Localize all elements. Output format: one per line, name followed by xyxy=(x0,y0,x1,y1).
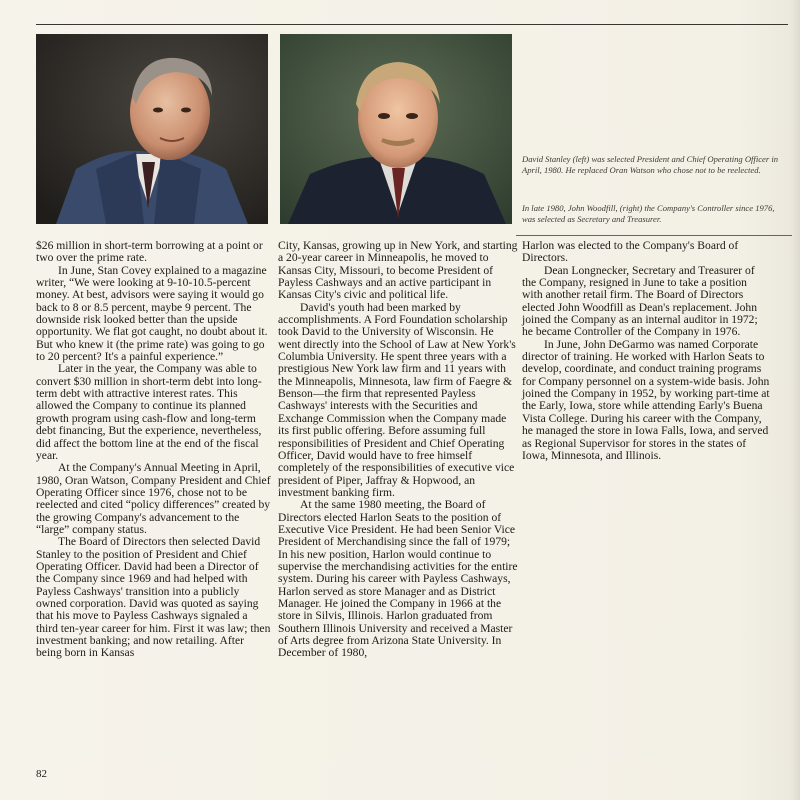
paragraph: David's youth had been marked by accomplishments. A Ford Foundation scholarship took David to the University of Wisconsin. He went directly into the School of Law at New York's Columbia University. He spent three years with a prestigious New York law firm and 11 years with the Minneapolis, Minnesota, law firm of Faegre & Benson—the firm that represented Payless Cashways' interests with the Securities and Exchange Commission when the Company made its first public offering. Before assuming full responsibilities of President and Chief Operating Officer, David would have to free himself completely of the responsibilities of executive vice president of Piper, Jaffray & Hopwood, an investment banking firm. xyxy=(278,300,516,499)
text-column-2 xyxy=(278,240,518,660)
paragraph: In June, Stan Covey explained to a magazine writer, “We were looking at 9-10-10.5-percent money. At best, advisors were saying it would go back to 8 or 8.5 percent, maybe 9 percent. The downside risk looked better than the upside opportunity. We flat got caught, no doubt about it. But who knew it (the prime rate) was going to go to 20 percent? It's a painful experience.” xyxy=(36,263,268,364)
page-number: 82 xyxy=(36,768,47,780)
paragraph: Dean Longnecker, Secretary and Treasurer of the Company, resigned in June to take a position with another retail firm. The Board of Directors elected John Woodfill as Dean's replacement. John joined the Company as an internal auditor in 1972; he became Controller of the Company in 1976. xyxy=(522,263,758,339)
page-edge-shadow xyxy=(790,0,800,800)
paragraph: City, Kansas, growing up in New York, and starting a 20-year career in Minneapolis, he moved to Kansas City, Missouri, to become President of Payless Cashways and an active participant in Kansas City's civic and political life. xyxy=(278,239,518,302)
photo-caption-1: David Stanley (left) was selected President and Chief Operating Officer in April, 1980. He replaced Oran Watson who chose not to be reelected. xyxy=(522,154,779,175)
portrait-left-image xyxy=(36,34,268,224)
paragraph: Later in the year, the Company was able to convert $30 million in short-term debt into long-term debt with attractive interest rates. This allowed the Company to continue its planned growth program using cash-flow and long-term debt financing, But the experience, nevertheless, did affect the bottom line at the end of the fiscal year. xyxy=(36,362,262,462)
text-column-3 xyxy=(522,240,770,462)
paragraph: At the Company's Annual Meeting in April, 1980, Oran Watson, Company President and Chief Operating Officer since 1976, chose not to be reelected and cited “policy differences” created by the growing Company's advancement to the “large” company status. xyxy=(36,461,271,536)
paragraph: The Board of Directors then selected David Stanley to the position of President and Chief Operating Officer. David had been a Director of the Company since 1969 and had helped with Payless Cashways' transition into a publicly owned corporation. David was quoted as saying that his move to Payless Cashways signaled a third ten-year career for him. First it was law; then investment banking; and now retailing. After being born in Kansas xyxy=(36,535,271,660)
paragraph: In June, John DeGarmo was named Corporate director of training. He worked with Harlon Seats to develop, coordinate, and conduct training programs for Company personnel on a system-wide basis. John joined the Company in 1952, by working part-time at the Early, Iowa, store while attending Early's Buena Vista College. During his career with the Company, he managed the store in Iowa Falls, Iowa, and served as Regional Supervisor for stores in the states of Iowa, Minnesota, and Illinois. xyxy=(522,337,770,462)
top-rule xyxy=(36,24,788,25)
paragraph: Harlon was elected to the Company's Board of Directors. xyxy=(522,239,739,265)
paragraph: $26 million in short-term borrowing at a point or two over the prime rate. xyxy=(36,239,263,265)
text-column-1 xyxy=(36,240,272,660)
paragraph: At the same 1980 meeting, the Board of Directors elected Harlon Seats to the position of Executive Vice President. He had been Senior Vice President of Merchandising since the fall of 1979; In his new position, Harlon would continue to supervise the merchandising activities for the entire system. During his career with Payless Cashways, Harlon served as store Manager and as District Manager. He joined the Company in 1966 at the store in Silvis, Illinois. Harlon graduated from Southern Illinois University and received a Master of Arts degree from Arizona State University. In December of 1980, xyxy=(278,498,518,660)
portrait-photo-left xyxy=(36,34,268,224)
caption-rule xyxy=(516,235,792,236)
photo-caption-2: In late 1980, John Woodfill, (right) the Company's Controller since 1976, was selected as Secretary and Treasurer. xyxy=(522,203,775,224)
portrait-photo-right xyxy=(280,34,512,224)
portrait-right-image xyxy=(280,34,512,224)
